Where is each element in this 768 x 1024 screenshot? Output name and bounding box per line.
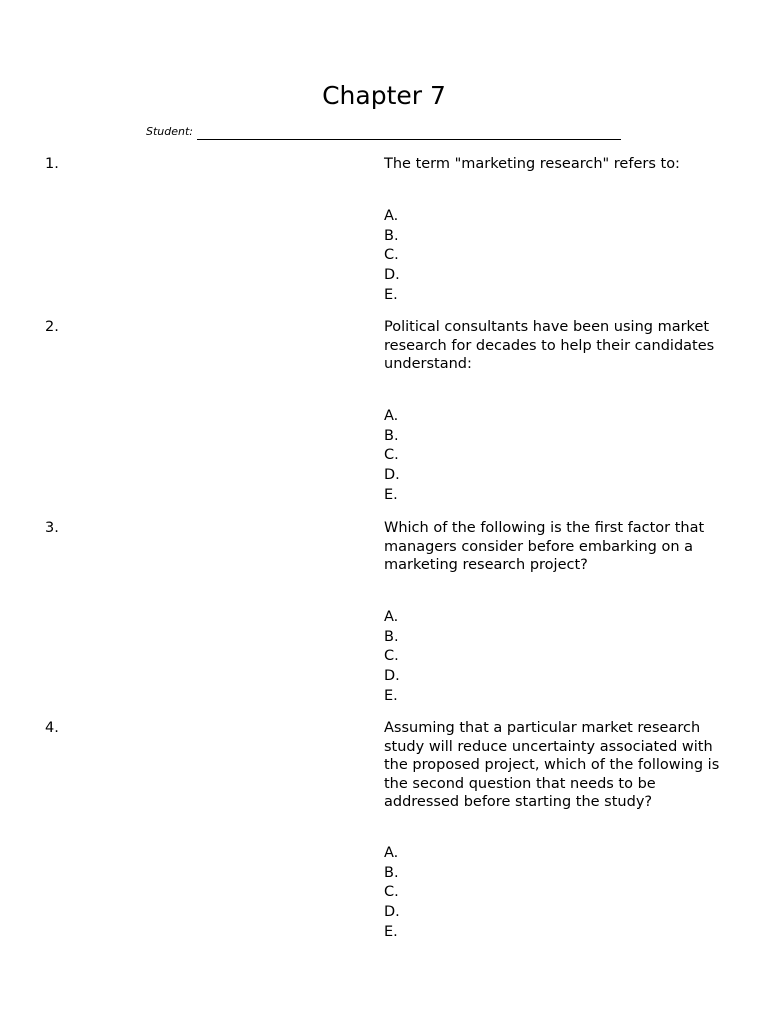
question-text: The term "marketing research" refers to:	[384, 156, 680, 172]
option-b[interactable]: B.	[384, 864, 399, 881]
student-name-blank[interactable]	[197, 128, 621, 140]
question-text: Political consultants have been using market research for decades to help their candidates understand:	[384, 319, 715, 372]
question-number: 2.	[45, 319, 59, 335]
question-number: 1.	[45, 156, 59, 172]
option-e[interactable]: E.	[384, 687, 398, 704]
option-a[interactable]: A.	[384, 609, 399, 625]
option-a[interactable]: A.	[384, 408, 399, 424]
option-b[interactable]: B.	[384, 628, 399, 645]
answer-options	[384, 844, 400, 942]
answer-options	[384, 207, 400, 305]
answer-options	[384, 407, 400, 505]
page-title: Chapter 7	[322, 81, 446, 110]
option-c[interactable]: C.	[384, 884, 399, 901]
option-e[interactable]: E.	[384, 286, 398, 303]
option-d[interactable]: D.	[384, 267, 400, 284]
option-c[interactable]: C.	[384, 447, 399, 464]
option-a[interactable]: A.	[384, 208, 399, 224]
student-label: Student:	[146, 125, 194, 138]
option-d[interactable]: D.	[384, 668, 400, 685]
option-b[interactable]: B.	[384, 227, 399, 244]
question-text: Which of the following is the first factor that managers consider before embarking on a marketing research project?	[384, 520, 705, 573]
option-c[interactable]: C.	[384, 247, 399, 264]
option-a[interactable]: A.	[384, 845, 399, 861]
option-e[interactable]: E.	[384, 486, 398, 503]
question-number: 3.	[45, 520, 59, 536]
option-b[interactable]: B.	[384, 427, 399, 444]
option-e[interactable]: E.	[384, 923, 398, 940]
student-field	[146, 124, 621, 140]
option-c[interactable]: C.	[384, 648, 399, 665]
question-text: Assuming that a particular market research study will reduce uncertainty associated with the proposed project, which of the following is the second question that needs to be addressed before starting the study?	[384, 720, 720, 810]
option-d[interactable]: D.	[384, 467, 400, 484]
question-number: 4.	[45, 720, 59, 736]
answer-options	[384, 608, 400, 706]
option-d[interactable]: D.	[384, 904, 400, 921]
